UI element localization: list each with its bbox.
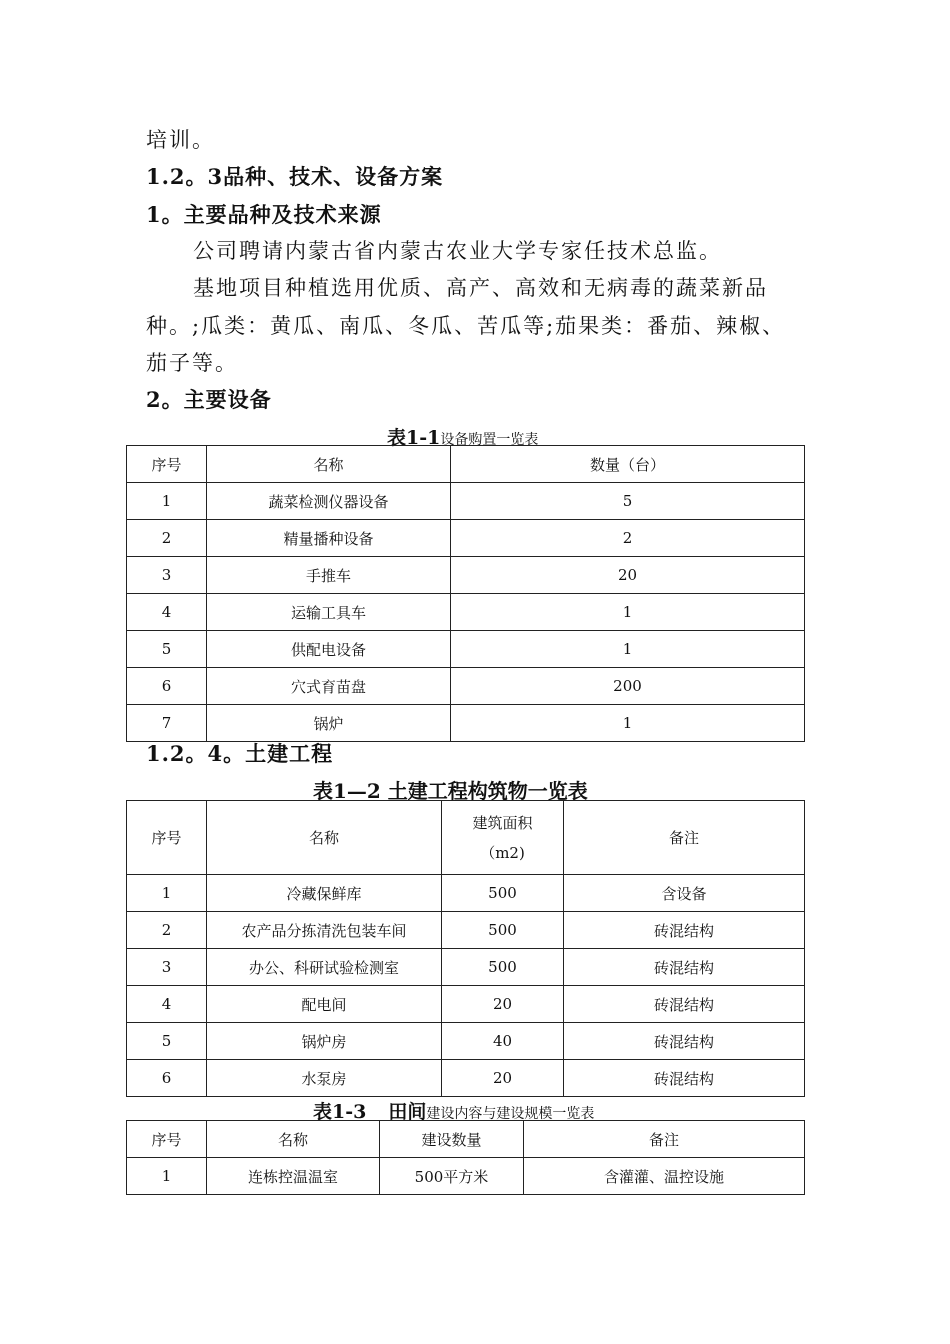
header-cell: 名称 [207, 1121, 380, 1158]
table-cell: 20 [442, 1060, 564, 1097]
table-cell: 砖混结构 [564, 986, 805, 1023]
table-cell: 手推车 [207, 557, 451, 594]
table-cell: 含灌灌、温控设施 [524, 1158, 805, 1195]
table-cell: 4 [127, 594, 207, 631]
civil-works-table [126, 800, 805, 1097]
table-cell: 1 [451, 631, 805, 668]
table-cell: 5 [127, 1023, 207, 1060]
table-cell: 20 [451, 557, 805, 594]
table-row [127, 557, 805, 594]
table-row [127, 986, 805, 1023]
table1-caption-text: 设备购置一览表 [440, 432, 539, 448]
table-cell: 精量播种设备 [207, 520, 451, 557]
table3-caption-text: 建设内容与建设规模一览表 [426, 1106, 595, 1122]
table-cell: 1 [127, 483, 207, 520]
table3-caption-bold: 田间 [388, 1101, 427, 1123]
table-cell: 20 [442, 986, 564, 1023]
table-cell: 穴式育苗盘 [207, 668, 451, 705]
table-cell: 6 [127, 1060, 207, 1097]
header-cell: 名称 [207, 801, 442, 875]
paragraph-base-line1: 基地项目种植选用优质、高产、高效和无病毒的蔬菜新品 [193, 276, 768, 300]
table-cell: 500平方米 [380, 1158, 524, 1195]
table-cell: 运输工具车 [207, 594, 451, 631]
table-cell: 3 [127, 557, 207, 594]
table-cell: 冷藏保鲜库 [207, 875, 442, 912]
table-cell: 蔬菜检测仪器设备 [207, 483, 451, 520]
table-cell: 2 [451, 520, 805, 557]
table-cell: 5 [451, 483, 805, 520]
table-cell: 水泵房 [207, 1060, 442, 1097]
table-header-row [127, 801, 805, 875]
table-row [127, 1158, 805, 1195]
header-area-label: 建筑面积 [472, 813, 533, 832]
table3-caption-label: 表1-3 [313, 1101, 367, 1123]
table2-caption: 表1—2 土建工程构筑物一览表 [313, 779, 588, 803]
table-cell: 含设备 [564, 875, 805, 912]
header-area-unit: （m2) [480, 843, 525, 862]
header-cell: 备注 [524, 1121, 805, 1158]
table-cell: 配电间 [207, 986, 442, 1023]
table-header-row [127, 1121, 805, 1158]
table1-caption-label: 表1-1 [387, 427, 441, 449]
table-cell: 供配电设备 [207, 631, 451, 668]
table-cell: 5 [127, 631, 207, 668]
table-cell: 1 [127, 875, 207, 912]
table-header-row [127, 446, 805, 483]
table-cell: 2 [127, 912, 207, 949]
header-cell: 序号 [127, 1121, 207, 1158]
table-cell: 1 [127, 1158, 207, 1195]
header-cell: 名称 [207, 446, 451, 483]
header-cell: 备注 [564, 801, 805, 875]
heading-section-123: 1.2。3品种、技术、设备方案 [146, 164, 444, 189]
table-cell: 农产品分拣清洗包装车间 [207, 912, 442, 949]
table-cell: 40 [442, 1023, 564, 1060]
header-cell: 建设数量 [380, 1121, 524, 1158]
field-construction-table [126, 1120, 805, 1195]
table-cell: 锅炉 [207, 705, 451, 742]
heading-varieties: 1。主要品种及技术来源 [146, 202, 382, 227]
table-cell: 砖混结构 [564, 1023, 805, 1060]
table-row [127, 875, 805, 912]
table-cell: 2 [127, 520, 207, 557]
header-cell: 序号 [127, 446, 207, 483]
table-row [127, 520, 805, 557]
table-cell: 办公、科研试验检测室 [207, 949, 442, 986]
table-cell: 砖混结构 [564, 949, 805, 986]
table-cell: 砖混结构 [564, 1060, 805, 1097]
header-cell: 序号 [127, 801, 207, 875]
header-cell-area [442, 801, 564, 875]
table-row [127, 705, 805, 742]
heading-civil-works: 1.2。4。土建工程 [146, 741, 334, 766]
equipment-table [126, 445, 805, 742]
table-cell: 7 [127, 705, 207, 742]
table-row [127, 912, 805, 949]
table-cell: 锅炉房 [207, 1023, 442, 1060]
table-cell: 200 [451, 668, 805, 705]
table-cell: 1 [451, 705, 805, 742]
text-line-training: 培训。 [146, 128, 215, 152]
table-cell: 3 [127, 949, 207, 986]
paragraph-base-line3: 茄子等。 [146, 351, 238, 375]
table-cell: 连栋控温温室 [207, 1158, 380, 1195]
table-cell: 4 [127, 986, 207, 1023]
table-row [127, 1060, 805, 1097]
table-cell: 500 [442, 949, 564, 986]
table-row [127, 949, 805, 986]
table-cell: 6 [127, 668, 207, 705]
table-row [127, 594, 805, 631]
paragraph-company: 公司聘请内蒙古省内蒙古农业大学专家任技术总监。 [193, 239, 722, 263]
header-cell: 数量（台） [451, 446, 805, 483]
paragraph-base-line2: 种。;瓜类：黄瓜、南瓜、冬瓜、苦瓜等;茄果类：番茄、辣椒、 [146, 314, 786, 338]
table-row [127, 668, 805, 705]
table-cell: 砖混结构 [564, 912, 805, 949]
table-cell: 1 [451, 594, 805, 631]
table-row [127, 1023, 805, 1060]
table-row [127, 483, 805, 520]
table-cell: 500 [442, 912, 564, 949]
table-cell: 500 [442, 875, 564, 912]
heading-equipment: 2。主要设备 [146, 387, 272, 412]
table-row [127, 631, 805, 668]
